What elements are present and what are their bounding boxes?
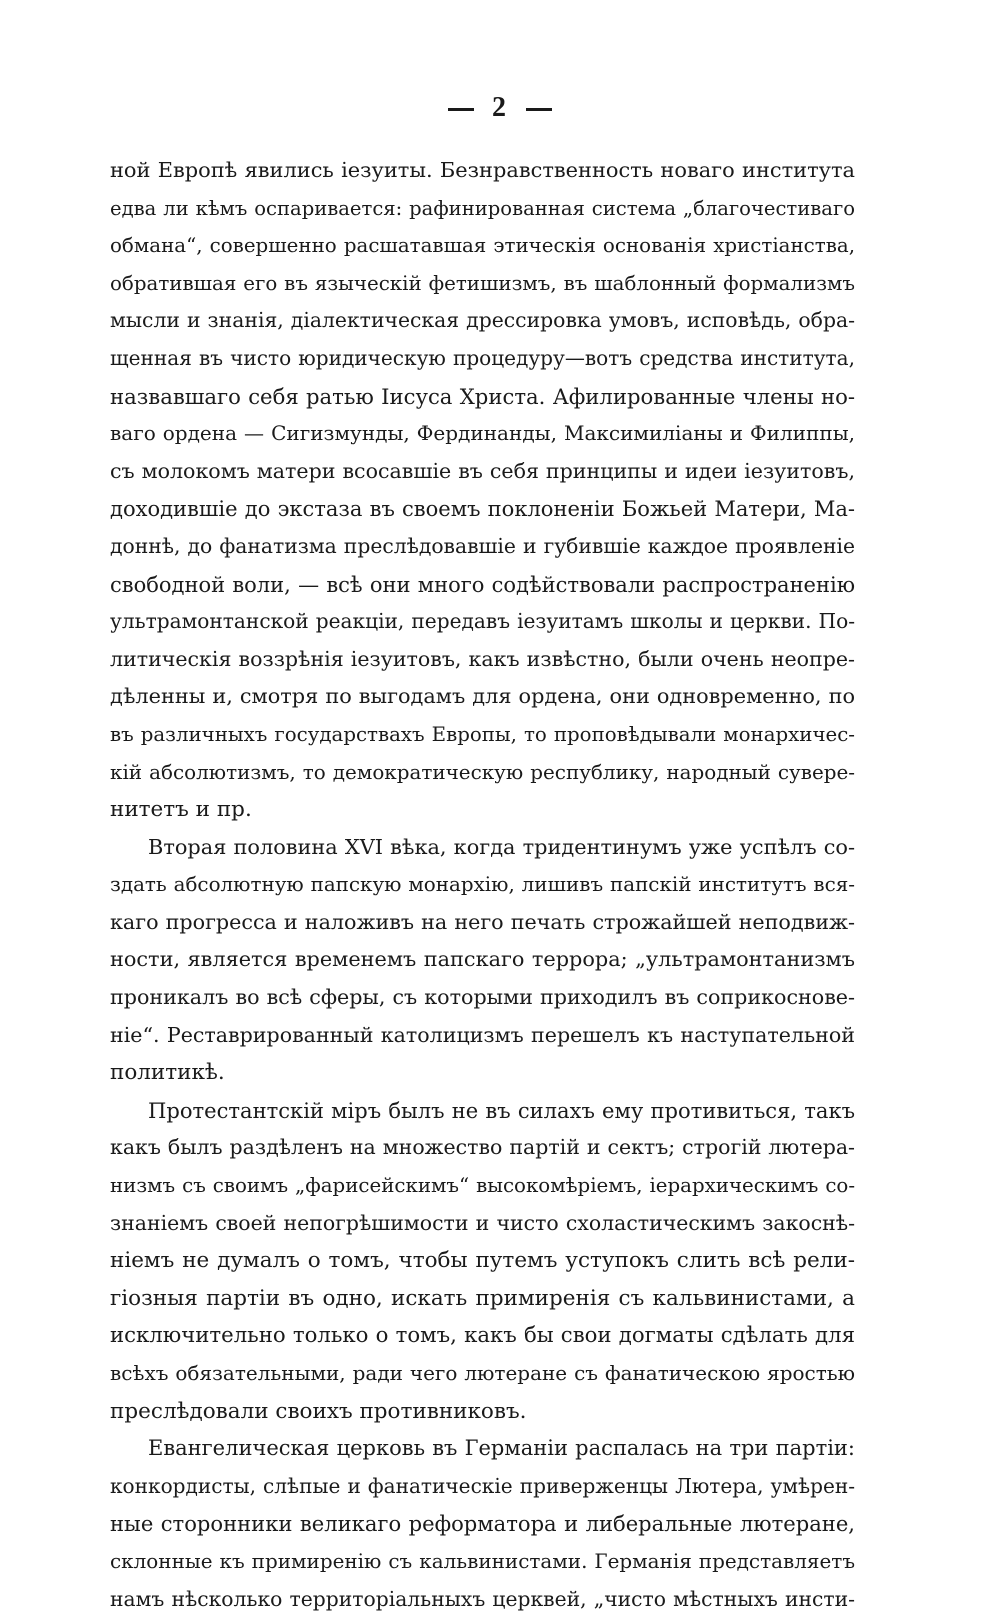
text-line: въ различныхъ государствахъ Европы, то проповѣдывали монархичес-: [110, 722, 855, 746]
text-line: нитетъ и пр.: [110, 797, 252, 823]
text-line: каго прогресса и наложивъ на него печать строжайшей неподвиж-: [110, 909, 855, 934]
text-line: здать абсолютную папскую монархію, лишивъ папскій институтъ вся-: [110, 873, 855, 897]
text-line: щенная въ чисто юридическую процедуру—вотъ средства института,: [110, 345, 855, 370]
text-line: всѣхъ обязательными, ради чего лютеране съ фанатическою яростью: [110, 1361, 855, 1385]
text-line: ной Европѣ явились іезуиты. Безнравственность новаго института: [110, 158, 855, 182]
text-line: едва ли кѣмъ оспаривается: рафинированная система „благочестиваго: [110, 196, 855, 220]
text-line: ные сторонники великаго реформатора и либеральные лютеране,: [110, 1511, 855, 1537]
body-text: [110, 152, 855, 1618]
text-line: намъ нѣсколько территоріальныхъ церквей, „чисто мѣстныхъ инсти-: [110, 1586, 855, 1611]
left-dash: [448, 108, 474, 111]
text-line: гіозныя партіи въ одно, искать примиренія съ кальвинистами, а: [110, 1285, 855, 1311]
text-line: доннѣ, до фанатизма преслѣдовавшіе и губившіе каждое проявленіе: [110, 533, 855, 558]
text-line: конкордисты, слѣпые и фанатическіе приверженцы Лютера, умѣрен-: [110, 1473, 855, 1498]
text-line: ности, является временемъ папскаго террора; „ультрамонтанизмъ: [110, 947, 855, 972]
text-line: преслѣдовали своихъ противниковъ.: [110, 1398, 527, 1424]
page-number: 2: [492, 92, 508, 123]
text-line: ультрамонтанской реакціи, передавъ іезуитамъ школы и церкви. По-: [110, 609, 855, 634]
text-line: ніе“. Реставрированный католицизмъ перешелъ къ наступательной: [110, 1022, 855, 1047]
text-line: исключительно только о томъ, какъ бы свои догматы сдѣлать для: [110, 1323, 855, 1349]
text-line: склонные къ примиренію съ кальвинистами. Германія представляетъ: [110, 1548, 855, 1573]
page-number-header: [0, 92, 1000, 124]
text-line: назвавшаго себя ратью Іисуса Христа. Афилированные члены но-: [110, 383, 855, 409]
text-line: доходившіе до экстаза въ своемъ поклоненіи Божьей Матери, Ма-: [110, 496, 855, 522]
text-line: съ молокомъ матери всосавшіе въ себя принципы и идеи іезуитовъ,: [110, 458, 855, 483]
right-dash: [526, 108, 552, 111]
text-line: обратившая его въ языческій фетишизмъ, въ шаблонный формализмъ: [110, 271, 855, 295]
text-line: дѣленны и, смотря по выгодамъ для ордена, они одновременно, по: [110, 684, 855, 709]
text-line: обмана“, совершенно расшатавшая этическія основанія христіанства,: [110, 234, 855, 258]
text-line: мысли и знанія, діалектическая дрессировка умовъ, исповѣдь, обра-: [110, 308, 855, 333]
text-line: проникалъ во всѣ сферы, съ которыми приходилъ въ соприкоснове-: [110, 985, 855, 1010]
text-line: ніемъ не думалъ о томъ, чтобы путемъ уступокъ слить всѣ рели-: [110, 1248, 855, 1274]
paragraph-first-line: Протестантскій міръ былъ не въ силахъ ему противиться, такъ: [148, 1097, 855, 1123]
text-line: политикѣ.: [110, 1060, 225, 1086]
text-line: ваго ордена — Сигизмунды, Фердинанды, Максимиліаны и Филиппы,: [110, 421, 855, 446]
text-line: знаніемъ своей непогрѣшимости и чисто схоластическимъ закоснѣ-: [110, 1210, 855, 1235]
paragraph-first-line: Евангелическая церковь въ Германіи распалась на три партіи:: [148, 1436, 855, 1461]
text-line: какъ былъ раздѣленъ на множество партій и сектъ; строгій лютера-: [110, 1135, 855, 1160]
text-line: кій абсолютизмъ, то демократическую республику, народный сувере-: [110, 760, 855, 784]
text-line: литическія воззрѣнія іезуитовъ, какъ извѣстно, были очень неопре-: [110, 646, 855, 671]
text-line: свободной воли, — всѣ они много содѣйствовали распространенію: [110, 571, 855, 597]
paragraph-first-line: Вторая половина XVI вѣка, когда тридентинумъ уже успѣлъ со-: [148, 834, 855, 859]
text-line: низмъ съ своимъ „фарисейскимъ“ высокомѣріемъ, іерархическимъ со-: [110, 1174, 855, 1198]
